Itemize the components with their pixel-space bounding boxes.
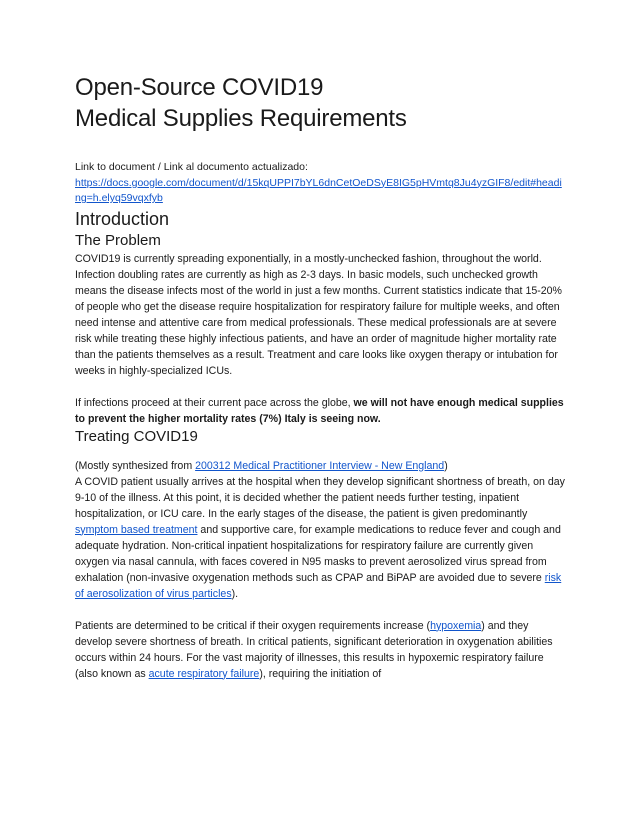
document-link-label: Link to document / Link al documento actualizado: bbox=[75, 161, 308, 173]
source-note-prefix: (Mostly synthesized from bbox=[75, 459, 196, 472]
paragraph-treating-2 bbox=[75, 618, 565, 682]
heading-the-problem: The Problem bbox=[75, 231, 161, 249]
page-title-line-2: Medical Supplies Requirements bbox=[75, 105, 407, 132]
heading-introduction: Introduction bbox=[75, 208, 170, 229]
paragraph-problem-2 bbox=[75, 395, 565, 427]
paragraph-problem-1: COVID19 is currently spreading exponentially, in a mostly-unchecked fashion, throughout the world. Infection doubling rates are currently as high as 2-3 days. In basic models, such unchecked growth means the disease infects most of the world in just a few months. Current statistics indicate that 15-20% of people who get the disease require hospitalization for respiratory failure for multiple weeks, and often need intense and attentive care from medical professionals. These medical professionals are at severe risk while treating these highly infectious patients, and have an order of magnitude higher mortality rate than the patients themselves as a result. Treatment and care looks like oxygen therapy or intubation for weeks in highly-specialized ICUs. bbox=[75, 252, 562, 377]
heading-treating-covid19: Treating COVID19 bbox=[75, 427, 198, 445]
document-body bbox=[75, 72, 565, 682]
link-symptom-based-treatment[interactable]: symptom based treatment bbox=[75, 523, 198, 536]
paragraph-treating-1-part-2: and supportive care, for example medications to reduce fever and cough and adequate hydration. Non-critical inpatient hospitalizations for respiratory failure are currently given oxygen via nasal cannula, with faces covered in N95 masks to prevent aerosolized virus spread from exhalation (non-invasive oxygenation methods such as CPAP and BiPAP are avoided due to severe bbox=[75, 523, 561, 584]
source-note bbox=[75, 458, 565, 474]
link-acute-respiratory-failure[interactable]: acute respiratory failure bbox=[148, 667, 260, 680]
paragraph-treating-2-part-1: Patients are determined to be critical if their oxygen requirements increase ( bbox=[75, 619, 431, 632]
link-hypoxemia[interactable]: hypoxemia bbox=[430, 619, 482, 632]
source-note-suffix: ) bbox=[444, 459, 448, 472]
source-note-link[interactable]: 200312 Medical Practitioner Interview - New England bbox=[195, 459, 445, 472]
page-title bbox=[75, 72, 565, 134]
document-url-link[interactable]: https://docs.google.com/document/d/15kqUPPI7bYL6dnCetOeDSyE8IG5pHVmtq8Ju4yzGIF8/edit#heading=h.elyq59vqxfyb bbox=[75, 176, 562, 204]
paragraph-problem-2-plain: If infections proceed at their current pace across the globe, bbox=[75, 396, 354, 409]
paragraph-treating-2-part-3: ), requiring the initiation of bbox=[259, 667, 382, 680]
paragraph-treating-1 bbox=[75, 474, 565, 602]
paragraph-treating-1-part-1: A COVID patient usually arrives at the hospital when they develop significant shortness of breath, on day 9-10 of the illness. At this point, it is decided whether the patient needs further testing, inpatient hospitalization, or ICU care. In the early stages of the disease, the patient is given predominantly bbox=[75, 475, 565, 520]
page-title-line-1: Open-Source COVID19 bbox=[75, 74, 324, 101]
paragraph-treating-1-part-3: ). bbox=[231, 587, 239, 600]
link-risk-of-aerosolization[interactable]: risk of aerosolization of virus particles bbox=[75, 571, 562, 600]
paragraph-treating-2-part-2: ) and they develop severe shortness of breath. In critical patients, significant deterioration in oxygenation abilities occurs within 24 hours. For the vast majority of illnesses, this results in hypoxemic respiratory failure (also known as bbox=[75, 619, 553, 680]
document-link-block bbox=[75, 160, 565, 207]
paragraph-problem-2-emphasis: we will not have enough medical supplies to prevent the higher mortality rates (7%) Italy is seeing now. bbox=[75, 396, 564, 425]
